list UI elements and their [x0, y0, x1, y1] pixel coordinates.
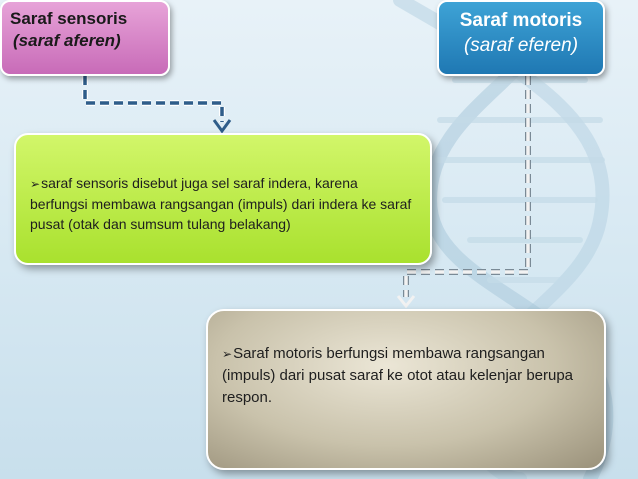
arrow-down-icon	[398, 296, 414, 306]
motor-description-box	[206, 309, 606, 470]
sensory-subtitle: (saraf aferen)	[13, 31, 121, 50]
motor-subtitle: (saraf eferen)	[463, 35, 579, 56]
connector-sensory	[85, 76, 230, 131]
bullet-arrow-icon: ➢	[30, 177, 41, 191]
sensory-title: Saraf sensoris	[10, 9, 128, 28]
sensory-description: saraf sensoris disebut juga sel saraf indera, karena berfungsi membawa rangsangan (impuls) dari indera ke saraf pusat (otak dan sumsum tulang belakang)	[30, 175, 412, 232]
motor-title: Saraf motoris	[459, 10, 583, 31]
motor-nerve-title-box	[437, 0, 605, 76]
sensory-description-box	[14, 133, 432, 265]
bullet-arrow-icon: ➢	[222, 347, 233, 361]
sensory-nerve-title-box	[0, 0, 170, 76]
motor-description: Saraf motoris berfungsi membawa rangsangan (impuls) dari pusat saraf ke otot atau kelenjar berupa respon.	[222, 345, 574, 406]
